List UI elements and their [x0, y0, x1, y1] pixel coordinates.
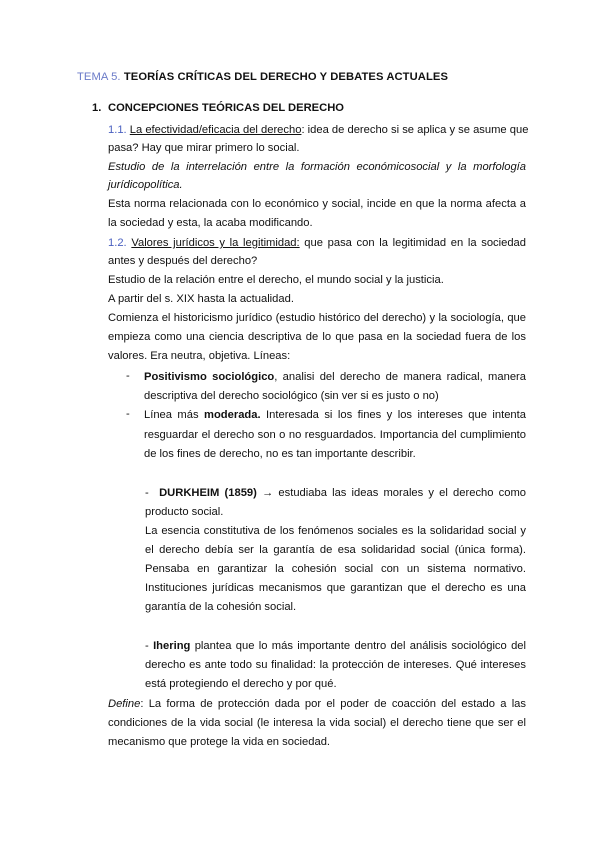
- subsection-1-1-line: [108, 123, 529, 137]
- bullet-line: de los fines de derecho, no es tan importante describir.: [144, 448, 416, 460]
- bullet-line: descriptiva del derecho sociológico (sin ver si es justo o no): [144, 390, 439, 402]
- define-line: condiciones de la vida social (le interesa la vida social) el derecho tiene que ser el: [108, 717, 526, 729]
- section-heading: [92, 102, 344, 114]
- bullet-text: Línea más: [144, 409, 205, 421]
- subsection-number: 1.1.: [108, 124, 127, 136]
- paragraph-line: empieza como una ciencia descriptiva de lo que pasa en la sociedad fuera de los: [108, 331, 526, 343]
- define-label: Define: [108, 698, 141, 710]
- dash: -: [145, 640, 149, 652]
- paragraph-line: antes y después del derecho?: [108, 255, 258, 267]
- subsection-text: que pasa con la legitimidad en la sociedad: [299, 237, 527, 249]
- subsection-title: La efectividad/eficacia del derecho: [129, 124, 302, 136]
- ihering-name: Ihering: [153, 640, 191, 652]
- bullet-bold: moderada.: [204, 409, 261, 421]
- ihering-line: [145, 639, 526, 653]
- paragraph-line: Esta norma relacionada con lo económico y social, incide en que la norma afecta a: [108, 198, 526, 210]
- italic-line: jurídicopolítica.: [108, 179, 183, 191]
- bullet-text: , analisi del derecho de manera radical, manera: [274, 371, 526, 383]
- paragraph-line: A partir del s. XIX hasta la actualidad.: [108, 293, 294, 305]
- paragraph-line: pasa? Hay que mirar primero lo social.: [108, 142, 300, 154]
- define-line: mecanismo que protege la vida en sociedad.: [108, 736, 331, 748]
- bullet-line: [144, 370, 526, 384]
- durkheim-line: Instituciones jurídicas mecanismos que garantizan que el derecho es una: [145, 582, 526, 594]
- durkheim-line: producto social.: [145, 506, 224, 518]
- section-number: 1.: [92, 102, 102, 114]
- durkheim-line: garantía de la cohesión social.: [145, 601, 297, 613]
- bullet-dash: -: [126, 408, 130, 420]
- paragraph-line: Comienza el historicismo jurídico (estudio histórico del derecho) y la sociología, que: [108, 312, 526, 324]
- durkheim-line: el derecho debía ser la garantía de esa solidaridad social (única forma).: [145, 544, 526, 556]
- bullet-line: resguardar el derecho son o no resguardados. Importancia del cumplimiento: [144, 429, 526, 441]
- title-text: TEORÍAS CRÍTICAS DEL DERECHO Y DEBATES ACTUALES: [123, 71, 449, 83]
- ihering-text: plantea que lo más importante dentro del análisis sociológico del: [190, 640, 527, 652]
- ihering-line: está protegiendo el derecho y por qué.: [145, 678, 337, 690]
- bullet-dash: -: [126, 370, 130, 382]
- durkheim-line: La esencia constitutiva de los fenómenos sociales es la solidaridad social y: [145, 525, 526, 537]
- italic-line: Estudio de la interrelación entre la formación económicosocial y la morfología: [108, 161, 526, 173]
- bullet-text: Interesada si los fines y los intereses que intenta: [260, 409, 526, 421]
- subsection-number: 1.2.: [108, 237, 127, 249]
- ihering-line: derecho es ante todo su finalidad: la protección de intereses. Qué intereses: [145, 659, 526, 671]
- title-prefix: TEMA 5.: [77, 71, 121, 83]
- bullet-bold: Positivismo sociológico: [144, 371, 275, 383]
- durkheim-line: Pensaba en garantizar la cohesión social con un sistema normativo.: [145, 563, 526, 575]
- paragraph-line: valores. Era neutra, objetiva. Líneas:: [108, 350, 291, 362]
- bullet-line: [144, 408, 526, 422]
- define-line: [108, 697, 526, 711]
- subsection-text: : idea de derecho si se aplica y se asume que: [301, 124, 529, 136]
- durkheim-text: → estudiaba las ideas morales y el derecho como: [256, 487, 527, 499]
- section-heading-text: CONCEPCIONES TEÓRICAS DEL DERECHO: [108, 102, 345, 114]
- subsection-title: Valores jurídicos y la legitimidad:: [131, 237, 300, 249]
- durkheim-line: [145, 486, 526, 500]
- dash: -: [145, 487, 149, 499]
- define-text: : La forma de protección dada por el poder de coacción del estado a las: [140, 698, 526, 710]
- document-title: [77, 71, 448, 83]
- subsection-1-2-line: [108, 236, 526, 250]
- paragraph-line: la sociedad y esta, la acaba modificando.: [108, 217, 313, 229]
- durkheim-name: DURKHEIM (1859): [159, 487, 257, 499]
- paragraph-line: Estudio de la relación entre el derecho, el mundo social y la justicia.: [108, 274, 444, 286]
